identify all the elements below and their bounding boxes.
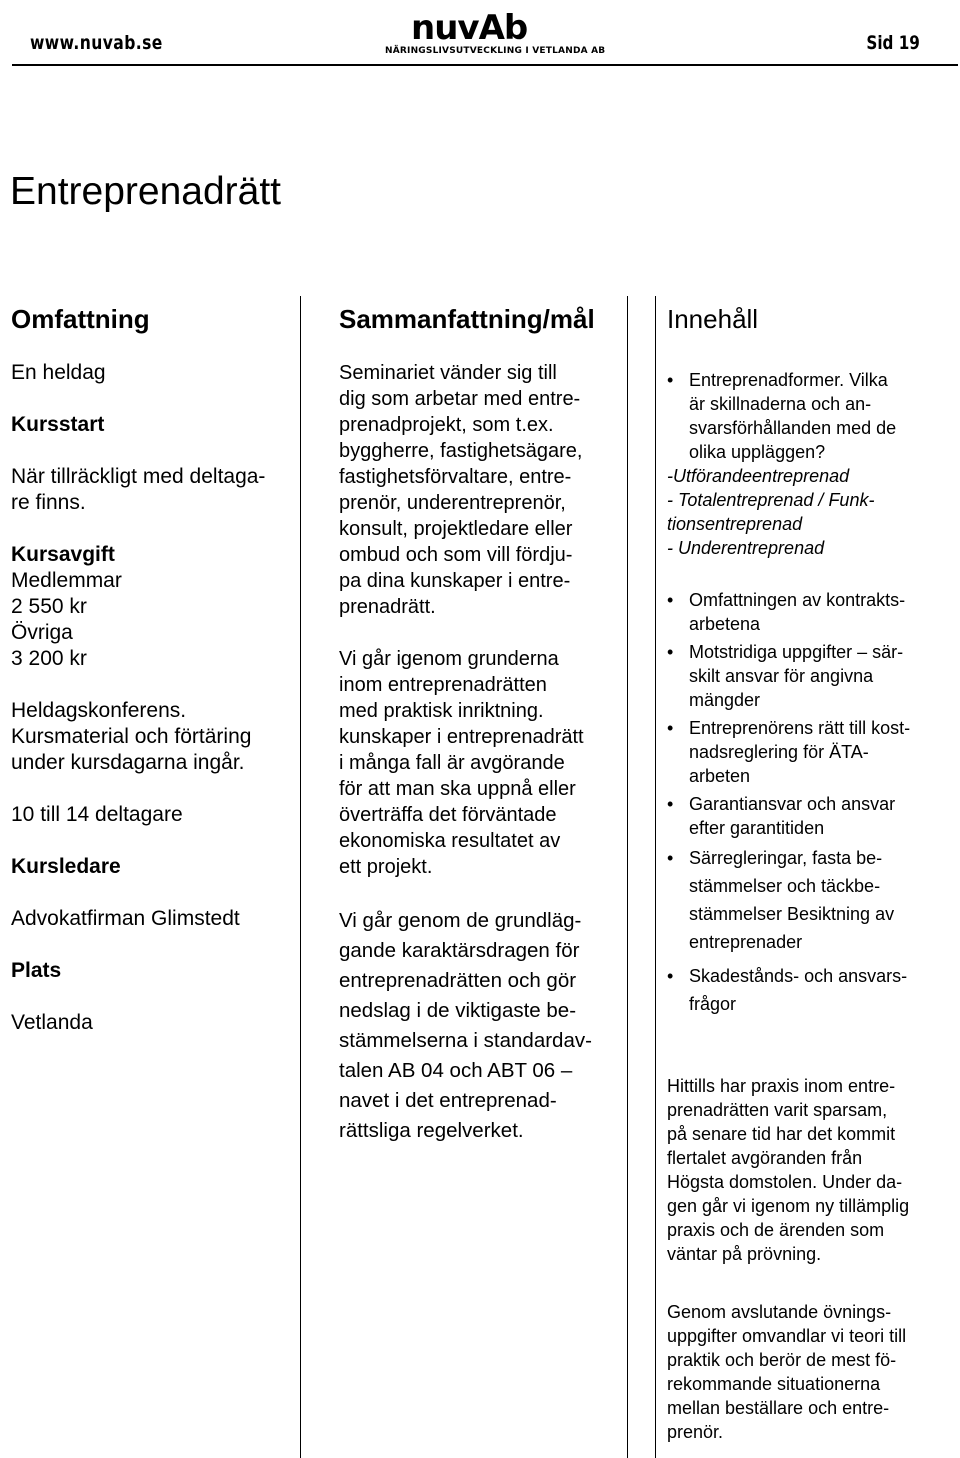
item-line: entreprenader — [689, 932, 803, 952]
course-start-label: Kursstart — [11, 413, 105, 436]
site-link[interactable]: www.nuvab.se — [30, 32, 163, 54]
item-line: är skillnaderna och an- — [689, 394, 872, 414]
item-line: arbeten — [689, 766, 751, 786]
nuvab-logo — [385, 6, 606, 62]
item-line: olika uppläggen? — [689, 442, 826, 462]
summary-line: rättsliga regelverket. — [339, 1119, 524, 1142]
praxis-line: Hittills har praxis inom entre- — [667, 1076, 896, 1096]
summary-line: gande karaktärsdragen för — [339, 939, 580, 962]
list-item — [689, 716, 955, 788]
summary-line: prenadrätt. — [339, 596, 436, 618]
item-line: • Garantiansvar och ansvar — [689, 794, 896, 814]
duration: En heldag — [11, 361, 106, 384]
exercise-line: uppgifter omvandlar vi teori till — [667, 1326, 907, 1346]
item-line: frågor — [689, 994, 737, 1014]
praxis-line: väntar på prövning. — [667, 1244, 822, 1264]
praxis-line: gen går vi igenom ny tillämplig — [667, 1196, 910, 1216]
summary-column — [327, 296, 628, 1458]
contract-form: - Underentreprenad — [667, 538, 825, 558]
praxis-line: prenadrätten varit sparsam, — [667, 1100, 888, 1120]
exercise-line: Genom avslutande övnings- — [667, 1302, 892, 1322]
list-item — [689, 640, 955, 712]
contents-heading: Innehåll — [667, 304, 759, 334]
contract-form: tionsentreprenad — [667, 514, 803, 534]
list-item — [689, 588, 955, 636]
logo-tagline: NÄRINGSLIVSUTVECKLING I VETLANDA AB — [385, 46, 606, 56]
summary-line: med praktisk inriktning. — [339, 700, 544, 722]
contents-content — [667, 368, 955, 1444]
contract-form: - Totalentreprenad / Funk- — [667, 490, 875, 510]
summary-line: inom entreprenadrätten — [339, 674, 547, 696]
place-label: Plats — [11, 959, 62, 982]
course-leader: Advokatfirman Glimstedt — [11, 907, 240, 930]
scope-content — [11, 360, 296, 1036]
list-item — [689, 792, 955, 840]
contents-list — [667, 368, 955, 464]
summary-line: byggherre, fastighetsägare, — [339, 440, 583, 462]
list-item — [689, 962, 955, 1018]
summary-line: dig som arbetar med entre- — [339, 388, 581, 410]
contents-column — [655, 296, 960, 1458]
praxis-line: flertalet avgöranden från — [667, 1148, 863, 1168]
summary-line: konsult, projektledare eller — [339, 518, 573, 540]
page-title: Entreprenadrätt — [10, 170, 282, 213]
course-start-line2: re finns. — [11, 491, 86, 514]
header-divider — [12, 64, 958, 66]
contract-forms — [667, 464, 955, 560]
item-line: • Motstridiga uppgifter – sär- — [689, 642, 904, 662]
praxis-line: Högsta domstolen. Under da- — [667, 1172, 903, 1192]
item-line: svarsförhållanden med de — [689, 418, 897, 438]
summary-line: Vi går igenom grunderna — [339, 648, 559, 670]
praxis-line: praxis och de ärenden som — [667, 1220, 885, 1240]
exercise-line: prenör. — [667, 1422, 724, 1442]
summary-line: för att man ska uppnå eller — [339, 778, 576, 800]
summary-line: Vi går genom de grundläg- — [339, 909, 582, 932]
members-price: 2 550 kr — [11, 595, 87, 618]
item-line: nadsreglering för ÄTA- — [689, 742, 869, 762]
summary-line: nedslag i de viktigaste be- — [339, 999, 577, 1022]
conference-line3: under kursdagarna ingår. — [11, 751, 245, 774]
item-line: mängder — [689, 690, 761, 710]
list-item — [689, 844, 955, 956]
scope-heading: Omfattning — [11, 304, 150, 334]
others-label: Övriga — [11, 621, 73, 644]
logo-wordmark: nuvAb — [411, 8, 528, 48]
summary-line: talen AB 04 och ABT 06 – — [339, 1059, 573, 1082]
exercise-line: rekommande situationerna — [667, 1374, 881, 1394]
summary-line: i många fall är avgörande — [339, 752, 565, 774]
participants: 10 till 14 deltagare — [11, 803, 183, 826]
place: Vetlanda — [11, 1011, 93, 1034]
summary-line: entreprenadrätten och gör — [339, 969, 577, 992]
summary-line: Seminariet vänder sig till — [339, 362, 557, 384]
praxis-line: på senare tid har det kommit — [667, 1124, 896, 1144]
item-line: stämmelser och täckbe- — [689, 876, 881, 896]
list-item — [689, 368, 955, 464]
contract-form: -Utförandeentreprenad — [667, 466, 850, 486]
summary-line: kunskaper i entreprenadrätt — [339, 726, 584, 748]
summary-line: fastighetsförvaltare, entre- — [339, 466, 572, 488]
item-line: • Entreprenadformer. Vilka — [689, 370, 888, 390]
contents-list — [667, 588, 955, 1018]
others-price: 3 200 kr — [11, 647, 87, 670]
item-line: • Entreprenörens rätt till kost- — [689, 718, 911, 738]
summary-line: prenör, underentreprenör, — [339, 492, 566, 514]
course-fee-label: Kursavgift — [11, 543, 115, 566]
course-start-line1: När tillräckligt med deltaga- — [11, 465, 266, 488]
item-line: • Särregleringar, fasta be- — [689, 848, 883, 868]
exercise-line: mellan beställare och entre- — [667, 1398, 890, 1418]
exercise-line: praktik och berör de mest fö- — [667, 1350, 897, 1370]
item-line: • Skadestånds- och ansvars- — [689, 966, 908, 986]
item-line: • Omfattningen av kontrakts- — [689, 590, 906, 610]
summary-line: navet i det entreprenad- — [339, 1089, 557, 1112]
item-line: arbetena — [689, 614, 761, 634]
summary-content — [339, 360, 624, 1146]
conference-line2: Kursmaterial och förtäring — [11, 725, 252, 748]
scope-column — [0, 296, 301, 1458]
conference-line1: Heldagskonferens. — [11, 699, 187, 722]
members-label: Medlemmar — [11, 569, 122, 592]
course-leader-label: Kursledare — [11, 855, 121, 878]
summary-line: ekonomiska resultatet av — [339, 830, 561, 852]
item-line: efter garantitiden — [689, 818, 825, 838]
item-line: stämmelser Besiktning av — [689, 904, 895, 924]
summary-line: pa dina kunskaper i entre- — [339, 570, 571, 592]
page-header — [0, 0, 960, 68]
item-line: skilt ansvar för angivna — [689, 666, 874, 686]
summary-heading: Sammanfattning/mål — [339, 304, 595, 334]
summary-line: överträffa det förväntade — [339, 804, 557, 826]
summary-line: prenadprojekt, som t.ex. — [339, 414, 554, 436]
summary-line: ombud och som vill fördju- — [339, 544, 573, 566]
page-number: Sid 19 — [866, 32, 920, 54]
summary-line: ett projekt. — [339, 856, 433, 878]
summary-line: stämmelserna i standardav- — [339, 1029, 592, 1052]
